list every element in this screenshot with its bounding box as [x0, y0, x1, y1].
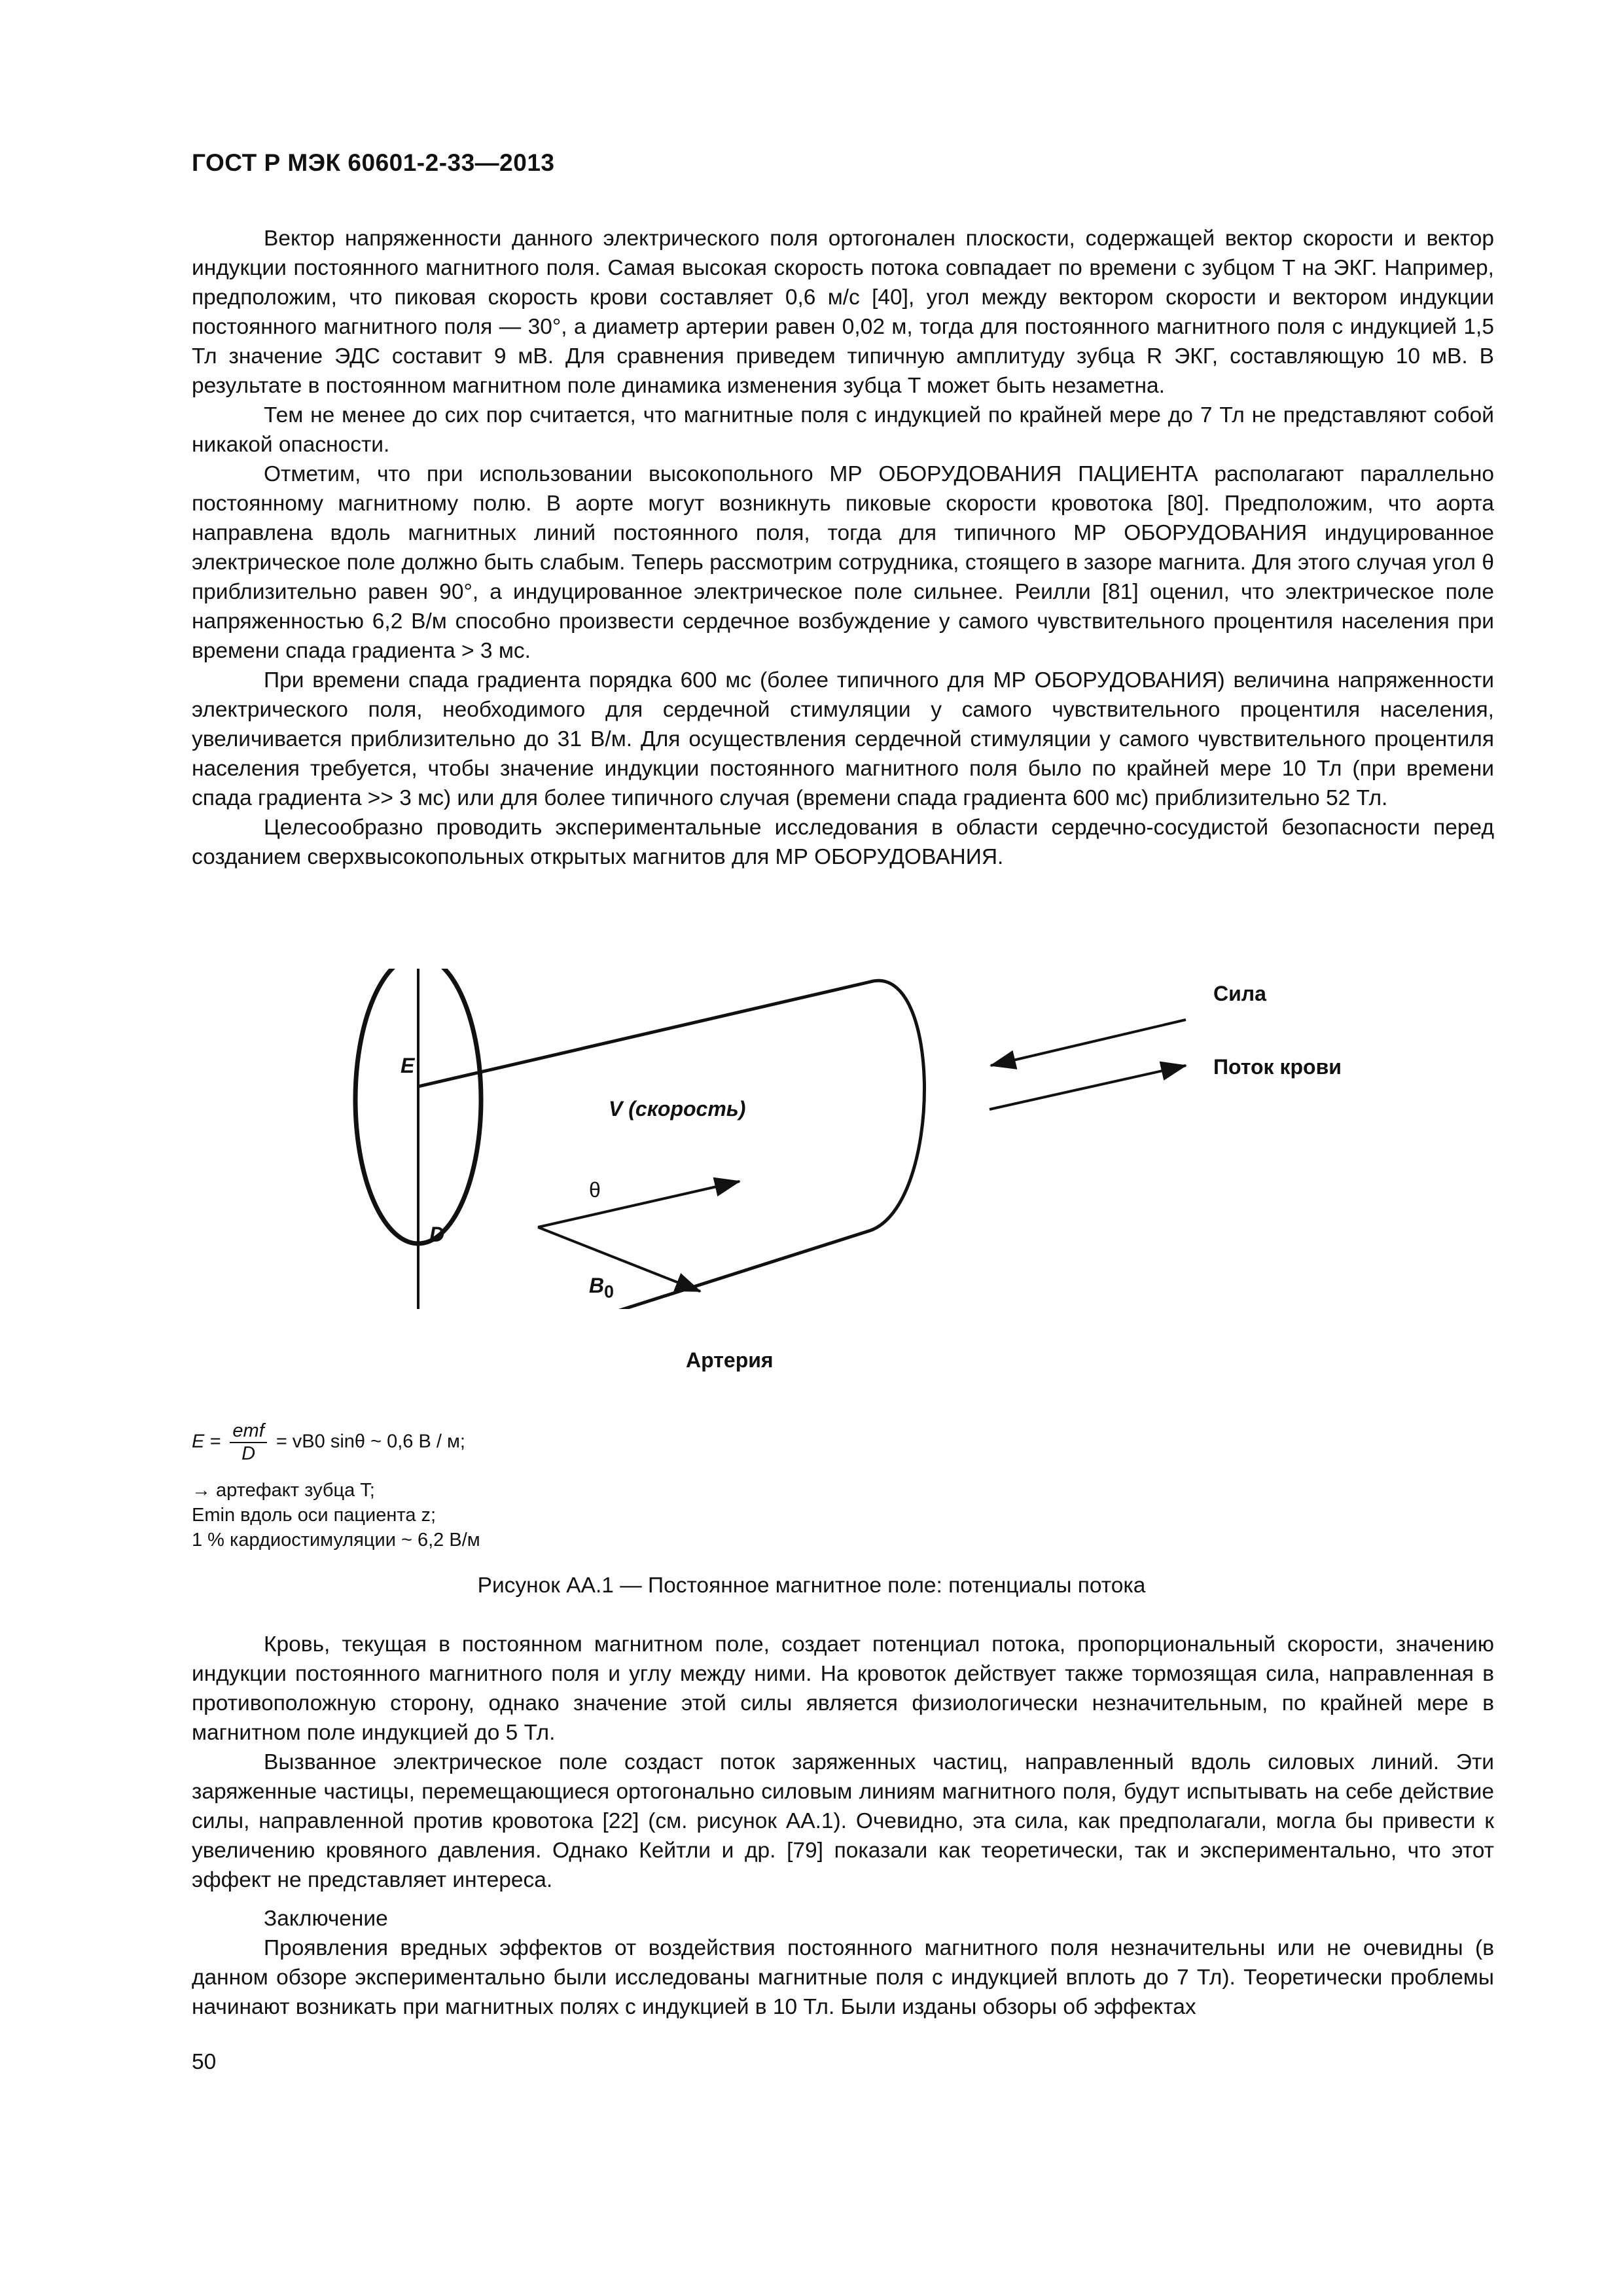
label-theta: θ — [589, 1178, 601, 1202]
paragraph: Тем не менее до сих пор считается, что магнитные поля с индукцией по крайней мере до 7 Тл не представляют собой никакой опасности. — [192, 403, 1494, 457]
body-text-top — [192, 224, 1494, 872]
label-blood-flow: Поток крови — [1213, 1055, 1342, 1079]
note-line: Emin вдоль оси пациента z; — [192, 1505, 437, 1526]
formula — [192, 1420, 465, 1465]
artery-cylinder — [355, 969, 925, 1309]
formula-numerator: emf — [230, 1420, 266, 1443]
velocity-arrow — [538, 1181, 740, 1227]
formula-rhs: = vB0 sinθ ~ 0,6 В / м; — [276, 1431, 465, 1452]
conclusion-text: Проявления вредных эффектов от воздействия постоянного магнитного поля незначительны или не очевидны (в данном обзоре экспериментально были исследованы магнитные поля с индукцией вплоть до 7 Тл). Теоретически проблемы начинают возникать при магнитных полях с индукцией в 10 Тл. Были изданы обзоры об эффектах — [192, 1936, 1494, 2019]
figure-caption: Рисунок АА.1 — Постоянное магнитное поле: потенциалы потока — [477, 1573, 1146, 1598]
label-d: D — [429, 1223, 445, 1246]
paragraph: Кровь, текущая в постоянном магнитном поле, создает потенциал потока, пропорциональный скорости, значению индукции постоянного магнитного поля и углу между ними. На кровоток действует также тормозящая сила, направленная в противоположную сторону, однако значение этой силы является физиологически незначительным, по крайней мере в магнитном поле индукцией до 5 Тл. — [192, 1632, 1494, 1745]
force-arrow — [991, 1020, 1186, 1066]
paragraph: При времени спада градиента порядка 600 мс (более типичного для МР ОБОРУДОВАНИЯ) величина напряженности электрического поля, необходимого для сердечной стимуляции у самого чувствительного процентиля населения, увеличивается приблизительно до 31 В/м. Для осуществления сердечной стимуляции у самого чувствительного процентиля населения требуется, чтобы значение индукции постоянного магнитного поля было по крайней мере 10 Тл (при времени спада градиента >> 3 мс) или для более типичного случая (времени спада градиента 600 мс) приблизительно 52 Тл. — [192, 668, 1494, 810]
formula-lhs: E = — [192, 1431, 221, 1452]
body-text-bottom — [192, 1630, 1494, 2022]
conclusion-heading: Заключение — [264, 1907, 388, 1931]
paragraph: Вызванное электрическое поле создаст поток заряженных частиц, направленный вдоль силовых линий. Эти заряженные частицы, перемещающиеся ортогонально силовым линиям магнитного поля, будут испытывать на себе действие силы, направленной против кровотока [22] (см. рисунок АА.1). Очевидно, эта сила, как предполагали, могла бы привести к увеличению кровяного давления. Однако Кейтли и др. [79] показали как теоретически, так и экспериментально, что этот эффект не представляет интереса. — [192, 1750, 1494, 1892]
label-artery: Артерия — [686, 1348, 774, 1372]
figure-notes — [192, 1478, 480, 1552]
artery-outline — [418, 980, 925, 1309]
formula-denominator: D — [241, 1443, 256, 1464]
paragraph: Отметим, что при использовании высокопольного МР ОБОРУДОВАНИЯ ПАЦИЕНТА располагают параллельно постоянному магнитному полю. В аорте могут возникнуть пиковые скорости кровотока [80]. Предположим, что аорта направлена вдоль магнитных линий постоянного поля, тогда для типичного МР ОБОРУДОВАНИЯ индуцированное электрическое поле должно быть слабым. Теперь рассмотрим сотрудника, стоящего в зазоре магнита. Для этого случая угол θ приблизительно равен 90°, а индуцированное электрическое поле сильнее. Реилли [81] оценил, что электрическое поле напряженностью 6,2 В/м способно произвести сердечное возбуждение у самого чувствительного процентиля населения при времени спада градиента > 3 мс. — [192, 462, 1494, 663]
label-velocity — [609, 1097, 745, 1121]
page-number: 50 — [192, 2050, 217, 2074]
figure-aa1 — [0, 969, 1623, 1309]
blood-flow-arrow — [990, 1066, 1186, 1109]
paragraph: Целесообразно проводить экспериментальные исследования в области сердечно-сосудистой безопасности перед созданием сверхвысокопольных открытых магнитов для МР ОБОРУДОВАНИЯ. — [192, 816, 1494, 869]
paragraph: Вектор напряженности данного электрического поля ортогонален плоскости, содержащей вектор скорости и вектор индукции постоянного магнитного поля. Самая высокая скорость потока совпадает по времени с зубцом T на ЭКГ. Например, предположим, что пиковая скорость крови составляет 0,6 м/с [40], угол между вектором скорости и вектором индукции постоянного магнитного поля — 30°, а диаметр артерии равен 0,02 м, тогда для постоянного магнитного поля с индукцией 1,5 Тл значение ЭДС составит 9 мВ. Для сравнения приведем типичную амплитуду зубца R ЭКГ, составляющую 10 мВ. В результате в постоянном магнитном поле динамика изменения зубца T может быть незаметна. — [192, 226, 1494, 398]
note-line: → артефакт зубца T; — [192, 1480, 375, 1501]
label-b0-sub: 0 — [604, 1282, 614, 1302]
label-e: E — [401, 1054, 415, 1077]
label-b0-main: B — [589, 1274, 605, 1297]
label-velocity-text: V (скорость) — [609, 1097, 746, 1121]
document-header: ГОСТ Р МЭК 60601-2-33—2013 — [192, 149, 555, 176]
artery-diagram — [0, 969, 1623, 1309]
label-force: Сила — [1213, 982, 1266, 1005]
note-line: 1 % кардиостимуляции ~ 6,2 В/м — [192, 1530, 480, 1551]
b0-arrow — [538, 1227, 700, 1291]
formula-fraction — [230, 1420, 266, 1465]
label-b0 — [589, 1274, 614, 1302]
